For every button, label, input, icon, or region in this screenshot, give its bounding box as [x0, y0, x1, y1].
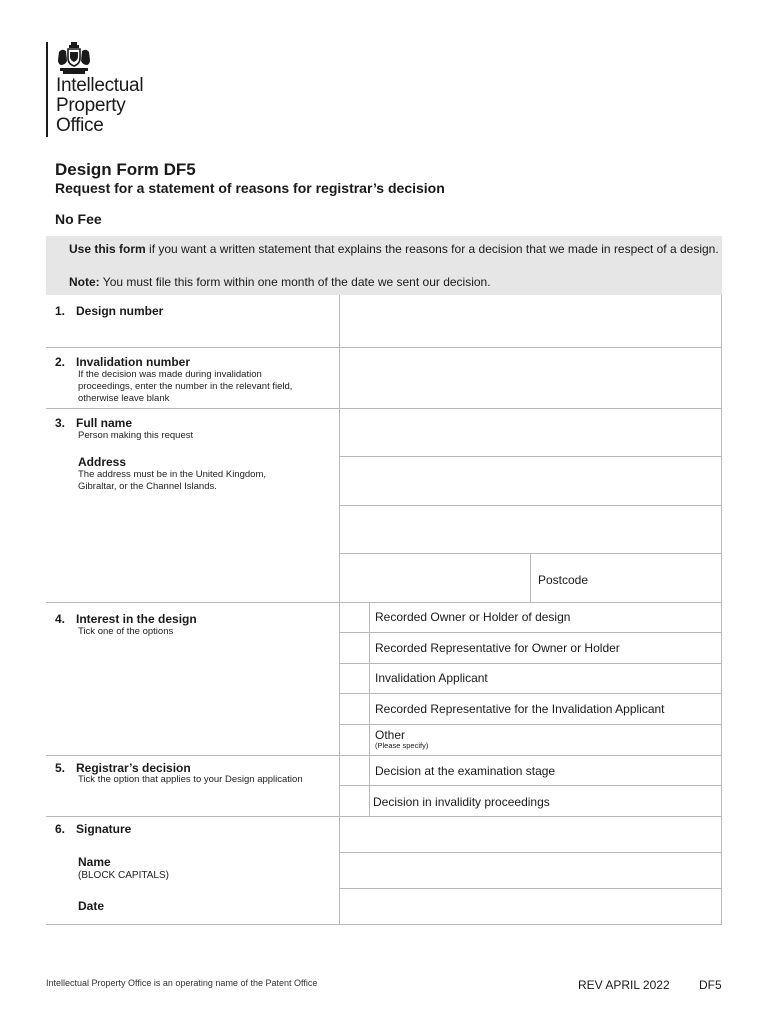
field-divider [339, 663, 722, 664]
interest-option-other: Other [375, 728, 406, 742]
interest-checkbox-applicant-rep[interactable] [340, 694, 369, 724]
interest-option-applicant-rep: Recorded Representative for the Invalidation Applicant [375, 702, 665, 716]
q4-label [55, 612, 197, 626]
q3-hint: Person making this request [78, 430, 194, 441]
address-hint-line-2: Gibraltar, or the Channel Islands. [78, 481, 217, 492]
field-divider [339, 785, 722, 786]
address-hint [78, 469, 266, 493]
name-field[interactable] [340, 853, 721, 888]
footer-form-code: DF5 [699, 978, 722, 992]
q5-label [55, 761, 191, 775]
interest-other-specify-field[interactable] [440, 725, 721, 755]
q2-label [55, 355, 190, 369]
q3-label [55, 416, 132, 430]
field-divider [339, 693, 722, 694]
interest-other-hint: (Please specify) [375, 741, 429, 750]
footer-revision: REV APRIL 2022 [578, 978, 670, 992]
q5-text: Registrar’s decision [76, 761, 191, 775]
postcode-divider [530, 553, 531, 602]
q2-hint-line-1: If the decision was made during invalidation [78, 369, 262, 380]
date-label: Date [78, 899, 105, 913]
q5-num: 5. [55, 761, 66, 775]
q6-label [55, 822, 131, 836]
interest-checkbox-owner-rep[interactable] [340, 633, 369, 663]
name-hint: (BLOCK CAPITALS) [78, 870, 169, 881]
q6-text: Signature [76, 822, 132, 836]
postcode-label: Postcode [538, 573, 589, 587]
interest-option-applicant: Invalidation Applicant [375, 671, 488, 685]
footer-note: Intellectual Property Office is an operating name of the Patent Office [46, 978, 318, 988]
q4-hint: Tick one of the options [78, 626, 174, 637]
address-hint-line-1: The address must be in the United Kingdom, [78, 469, 266, 480]
interest-option-owner: Recorded Owner or Holder of design [375, 610, 571, 624]
divider [46, 755, 722, 756]
intro-note [69, 274, 491, 290]
date-field[interactable] [340, 889, 721, 924]
interest-option-owner-rep: Recorded Representative for Owner or Holder [375, 641, 620, 655]
q1-label [55, 304, 163, 318]
logo-bar [46, 42, 48, 137]
checkbox-column-divider [369, 602, 370, 816]
invalidation-number-field[interactable] [340, 348, 721, 408]
intro-note-label: Note: [69, 275, 100, 289]
decision-checkbox-invalidity[interactable] [340, 786, 369, 816]
interest-checkbox-other[interactable] [340, 725, 369, 755]
decision-option-invalidity: Decision in invalidity proceedings [373, 795, 550, 809]
q4-num: 4. [55, 612, 66, 626]
address-field-line-2[interactable] [340, 506, 721, 553]
full-name-field[interactable] [340, 409, 721, 456]
fee-label: No Fee [55, 211, 102, 227]
intro-note-text: You must file this form within one month of the date we sent our decision. [99, 275, 491, 289]
q2-hint-line-3: otherwise leave blank [78, 393, 170, 404]
q2-text: Invalidation number [76, 355, 191, 369]
divider [46, 602, 722, 603]
decision-option-examination: Decision at the examination stage [375, 764, 556, 778]
q3-text: Full name [76, 416, 133, 430]
royal-coat-of-arms-icon [56, 42, 92, 76]
name-label: Name [78, 855, 111, 869]
q2-hint [78, 369, 292, 405]
q2-num: 2. [55, 355, 66, 369]
intro-use-label: Use this form [69, 242, 146, 256]
intro-use-text: if you want a written statement that explains the reasons for a decision that we made in respect of a design. [145, 242, 719, 256]
q1-num: 1. [55, 304, 66, 318]
address-label: Address [78, 455, 127, 469]
right-edge [721, 295, 722, 924]
logo-wordmark [56, 76, 143, 136]
intro-box [46, 236, 722, 295]
logo-line-2: Property [56, 95, 126, 116]
divider [46, 924, 722, 925]
interest-checkbox-owner[interactable] [340, 603, 369, 632]
q2-hint-line-2: proceedings, enter the number in the relevant field, [78, 381, 293, 392]
logo-line-1: Intellectual [56, 75, 144, 96]
q6-num: 6. [55, 822, 66, 836]
q1-text: Design number [76, 304, 164, 318]
q4-text: Interest in the design [76, 612, 197, 626]
design-number-field[interactable] [340, 296, 721, 347]
logo-line-3: Office [56, 115, 104, 136]
q3-num: 3. [55, 416, 66, 430]
decision-checkbox-examination[interactable] [340, 756, 369, 785]
q5-hint: Tick the option that applies to your Design application [78, 774, 303, 785]
address-field-line-3[interactable] [340, 554, 530, 602]
signature-field[interactable] [340, 817, 721, 852]
interest-checkbox-applicant[interactable] [340, 664, 369, 693]
form-title: Design Form DF5 [55, 160, 196, 179]
form-subtitle: Request for a statement of reasons for registrar’s decision [55, 180, 445, 196]
intro-use [69, 241, 719, 257]
address-field-line-1[interactable] [340, 457, 721, 505]
field-divider [339, 632, 722, 633]
